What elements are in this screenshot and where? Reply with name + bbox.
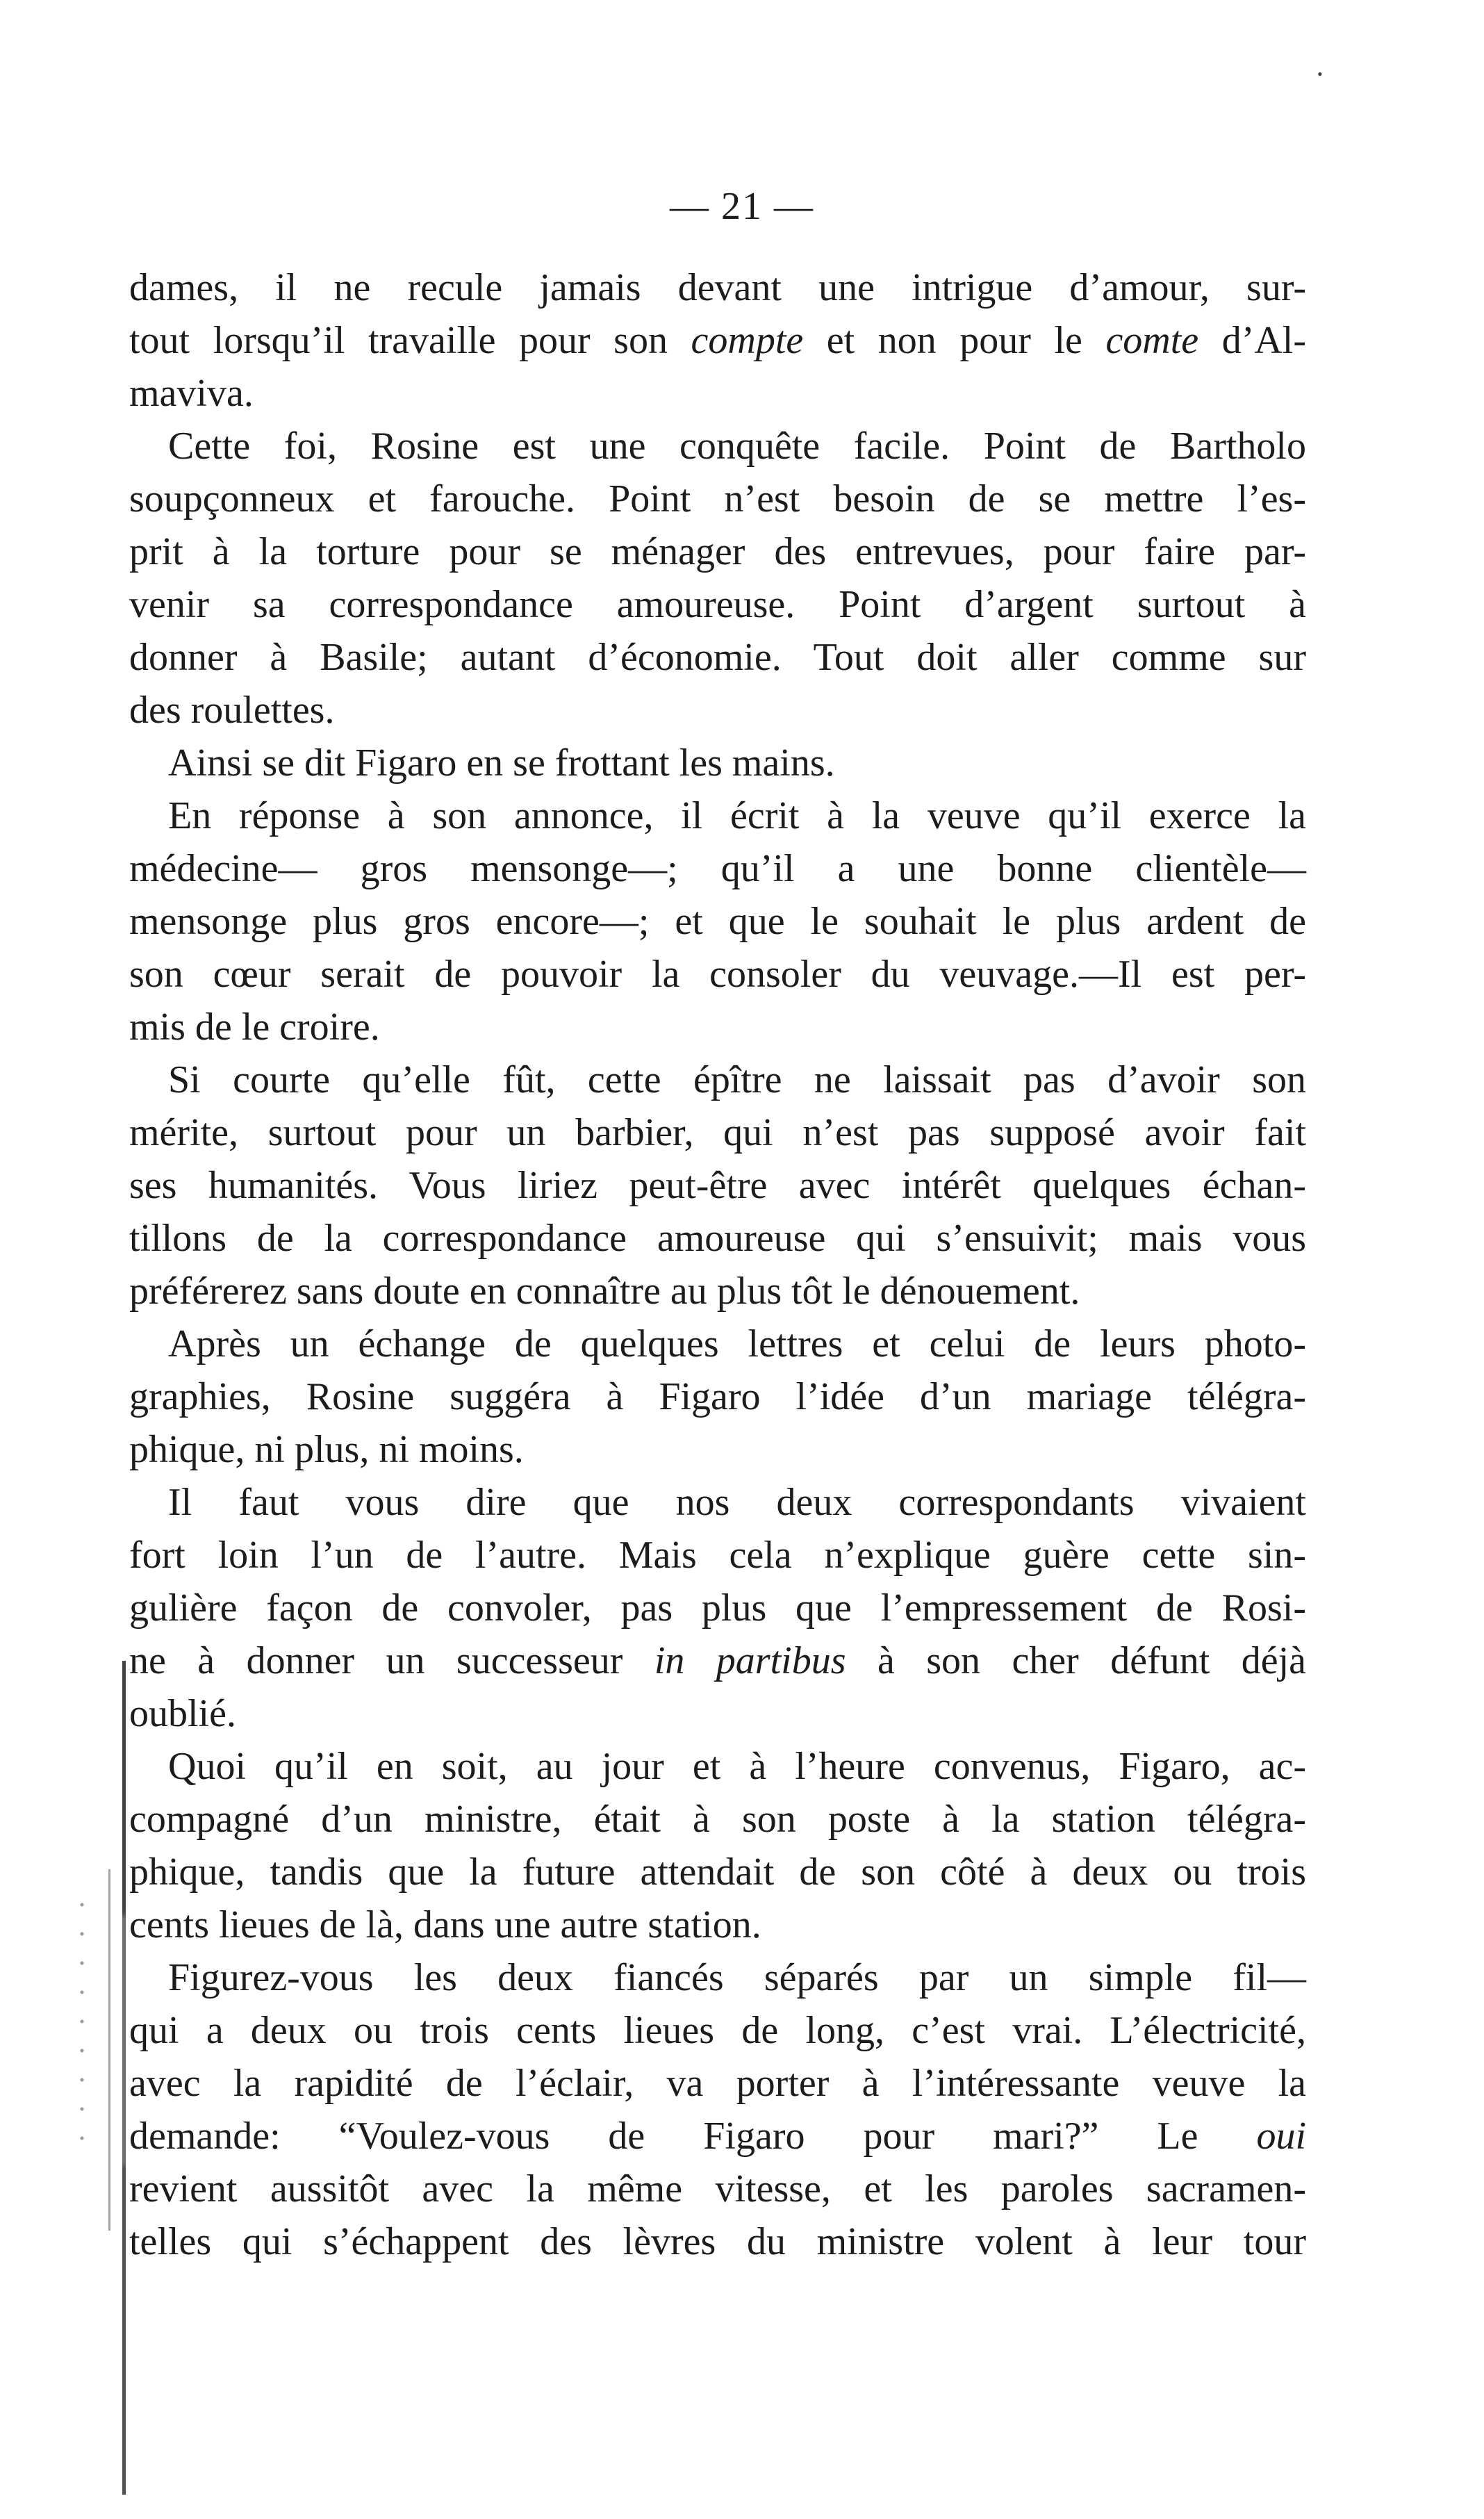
text-line: demande: “Voulez-vous de Figaro pour mari?” Le oui (129, 2115, 1306, 2158)
text-line: avec la rapidité de l’éclair, va porter à l’intéressante veuve la (129, 2062, 1306, 2105)
text-line: cents lieues de là, dans une autre station. (129, 1903, 761, 1946)
text-line: fort loin l’un de l’autre. Mais cela n’explique guère cette sin- (129, 1534, 1306, 1577)
text-line: Il faut vous dire que nos deux correspondants vivaient (168, 1481, 1306, 1524)
text-line: venir sa correspondance amoureuse. Point d’argent surtout à (129, 583, 1306, 626)
text-line: phique, ni plus, ni moins. (129, 1428, 524, 1471)
text-line: mensonge plus gros encore—; et que le souhait le plus ardent de (129, 900, 1306, 943)
text-line: mis de le croire. (129, 1006, 380, 1049)
text-line: Après un échange de quelques lettres et celui de leurs photo- (168, 1322, 1306, 1365)
text-line: préférerez sans doute en connaître au plus tôt le dénouement. (129, 1270, 1080, 1313)
text-line: Si courte qu’elle fût, cette épître ne laissait pas d’avoir son (168, 1058, 1306, 1101)
text-line: graphies, Rosine suggéra à Figaro l’idée d’un mariage télégra- (129, 1375, 1306, 1418)
text-line: mérite, surtout pour un barbier, qui n’est pas supposé avoir fait (129, 1111, 1306, 1154)
text-line: phique, tandis que la future attendait de son côté à deux ou trois (129, 1851, 1306, 1894)
emphasis: in partibus (654, 1639, 846, 1682)
emphasis: comte (1105, 319, 1199, 362)
text-line: dames, il ne recule jamais devant une intrigue d’amour, sur- (129, 266, 1306, 309)
emphasis: compte (691, 319, 804, 362)
text-line: son cœur serait de pouvoir la consoler du veuvage.—Il est per- (129, 953, 1306, 996)
text-line: compagné d’un ministre, était à son poste à la station télégra- (129, 1798, 1306, 1841)
text-line: prit à la torture pour se ménager des entrevues, pour faire par- (129, 530, 1306, 573)
text-line: tillons de la correspondance amoureuse qui s’ensuivit; mais vous (129, 1217, 1306, 1260)
text-line: Ainsi se dit Figaro en se frottant les mains. (168, 741, 835, 785)
text-line: Cette foi, Rosine est une conquête facile. Point de Bartholo (168, 425, 1306, 468)
text-line: oublié. (129, 1692, 236, 1735)
text-line: tout lorsqu’il travaille pour son compte et non pour le comte d’Al- (129, 319, 1307, 362)
text-line: soupçonneux et farouche. Point n’est besoin de se mettre l’es- (129, 477, 1306, 520)
text-line: des roulettes. (129, 689, 335, 732)
text-line: donner à Basile; autant d’économie. Tout doit aller comme sur (129, 636, 1306, 679)
text-line: telles qui s’échappent des lèvres du ministre volent à leur tour (129, 2220, 1306, 2263)
binding-edge-dots (78, 1890, 86, 2154)
text-line: Figurez-vous les deux fiancés séparés par un simple fil— (168, 1956, 1306, 1999)
binding-edge-shadow (108, 1869, 110, 2231)
text-line: Quoi qu’il en soit, au jour et à l’heure convenus, Figaro, ac- (168, 1745, 1306, 1788)
text-line: qui a deux ou trois cents lieues de long, c’est vrai. L’électricité, (129, 2009, 1306, 2052)
corner-mark: • (1317, 65, 1323, 83)
text-line: ses humanités. Vous liriez peut-être avec intérêt quelques échan- (129, 1164, 1306, 1207)
text-line: gulière façon de convoler, pas plus que l’empressement de Rosi- (129, 1586, 1306, 1630)
text-line: En réponse à son annonce, il écrit à la veuve qu’il exerce la (168, 794, 1306, 837)
text-line: revient aussitôt avec la même vitesse, et les paroles sacramen- (129, 2167, 1306, 2210)
text-line: maviva. (129, 372, 254, 415)
emphasis: oui (1256, 2115, 1306, 2158)
body-text (129, 261, 1306, 2268)
page-number: — 21 — (670, 185, 814, 228)
text-line: médecine— gros mensonge—; qu’il a une bonne clientèle— (129, 847, 1306, 890)
binding-edge-mark (122, 1661, 126, 2495)
text-line: ne à donner un successeur in partibus à son cher défunt déjà (129, 1639, 1307, 1682)
